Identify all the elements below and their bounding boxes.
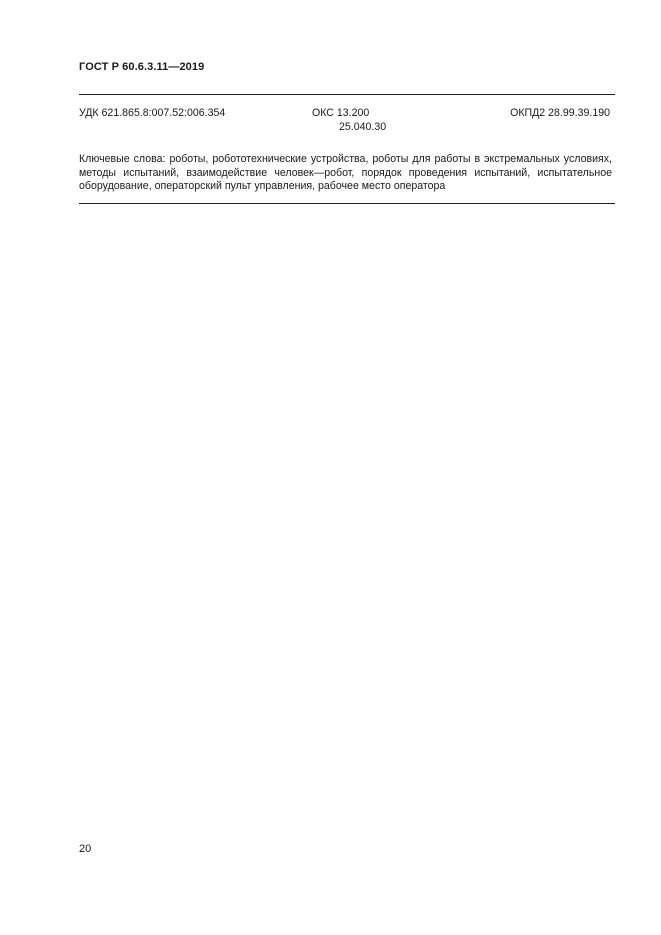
top-divider [79, 94, 615, 95]
udk-code: УДК 621.865.8:007.52:006.354 [79, 107, 226, 119]
classification-codes [79, 106, 615, 136]
keywords-paragraph: Ключевые слова: роботы, робототехнические устройства, роботы для работы в экстремальных условиях, методы испытаний, взаимодействие человек—робот, порядок проведения испытаний, испытательное оборудование, операторский пульт управления, рабочее место оператора [79, 153, 612, 193]
okpd2-code: ОКПД2 28.99.39.190 [510, 107, 610, 119]
oks-code-line-1: ОКС 13.200 [312, 107, 370, 119]
oks-code-line-2: 25.040.30 [339, 121, 387, 133]
document-code: ГОСТ Р 60.6.3.11—2019 [79, 61, 205, 73]
oks-code [312, 106, 386, 134]
bottom-divider [79, 203, 615, 204]
page-number: 20 [79, 843, 92, 855]
